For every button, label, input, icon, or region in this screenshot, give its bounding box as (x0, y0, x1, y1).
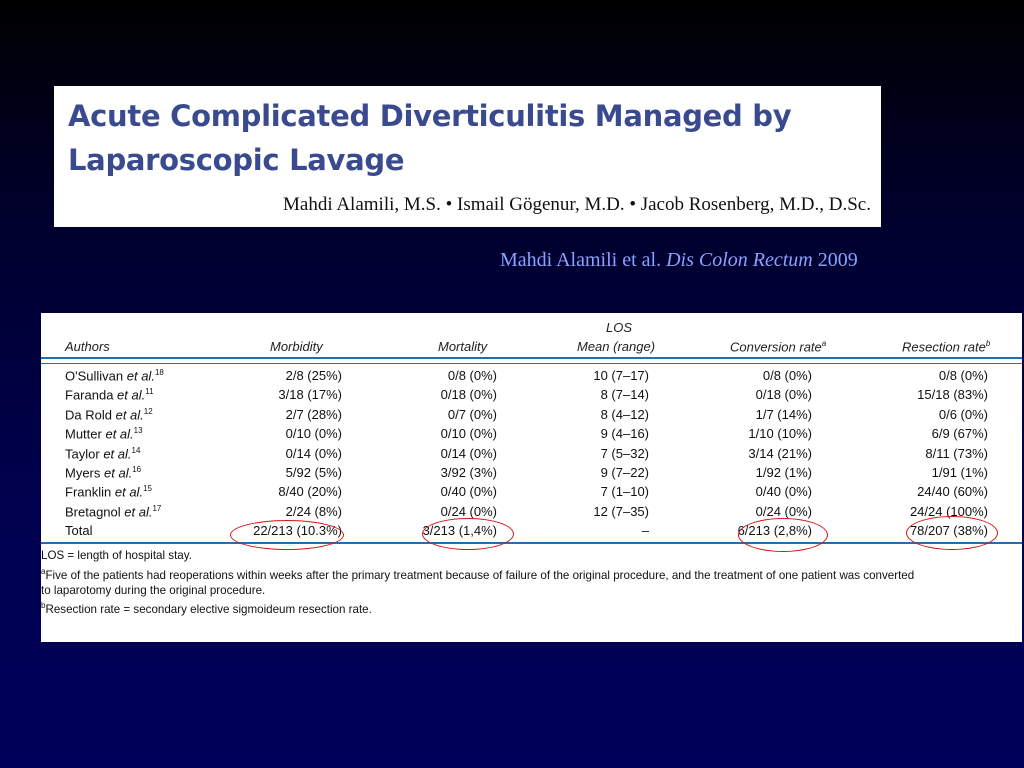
cell-conversion: 1/7 (14%) (755, 406, 812, 422)
cell-morbidity: 0/10 (0%) (285, 426, 342, 442)
cell-mortality: 0/18 (0%) (440, 387, 497, 403)
cell-resection: 78/207 (38%) (909, 523, 988, 539)
results-table (41, 313, 1022, 642)
row-author (65, 523, 92, 538)
table-bottom-rule (41, 542, 1022, 544)
row-author (65, 407, 153, 422)
cell-mortality: 0/7 (0%) (447, 406, 497, 422)
author-reference: 11 (145, 387, 154, 397)
cell-los: – (641, 523, 649, 539)
citation-authors: Mahdi Alamili et al. (500, 249, 662, 271)
cell-mortality: 3/92 (3%) (440, 465, 497, 480)
header-los-range: Mean (range) (577, 339, 656, 354)
cell-resection: 24/24 (100%) (909, 503, 988, 519)
footnote-b-text: Resection rate = secondary elective sigmoideum resection rate. (45, 602, 372, 616)
author-etal: et al. (115, 407, 144, 423)
cell-conversion: 0/18 (0%) (755, 387, 812, 403)
cell-morbidity: 5/92 (5%) (285, 465, 342, 480)
footnote-los: LOS = length of hospital stay. (41, 549, 192, 562)
cell-morbidity: 2/24 (8%) (285, 503, 342, 519)
paper-title-card (54, 86, 881, 227)
cell-los: 9 (4–16) (600, 426, 649, 442)
citation-journal: Dis Colon Rectum (666, 249, 813, 271)
footnote-b (41, 601, 372, 616)
cell-los: 7 (5–32) (600, 445, 649, 461)
footnote-a-mark: a (41, 567, 46, 576)
author-reference: 13 (133, 426, 143, 436)
cell-morbidity: 0/14 (0%) (285, 445, 342, 461)
paper-title: Acute Complicated Diverticulitis Managed by Laparoscopic Lavage (68, 99, 792, 177)
header-conversion-rate (730, 339, 826, 354)
author-name: Total (65, 523, 93, 539)
author-etal: et al. (126, 368, 155, 384)
cell-los: 8 (7–14) (600, 387, 649, 403)
citation (500, 249, 858, 272)
cell-mortality: 0/14 (0%) (440, 445, 497, 461)
header-mortality: Mortality (438, 339, 488, 354)
highlight-ellipse-mortality (422, 518, 514, 550)
author-reference: 15 (143, 484, 152, 494)
cell-morbidity: 8/40 (20%) (278, 484, 342, 500)
row-author (65, 446, 140, 461)
header-conversion-label: Conversion rate (730, 339, 822, 355)
footnote-a-continued: to laparotomy during the original procedure. (41, 584, 266, 597)
cell-mortality: 0/10 (0%) (440, 426, 497, 442)
author-reference: 16 (132, 465, 142, 474)
row-author (65, 368, 164, 383)
header-conversion-note: a (821, 339, 827, 348)
cell-los: 10 (7–17) (593, 368, 649, 383)
header-los: LOS (606, 320, 633, 335)
author-etal: et al. (117, 387, 146, 403)
author-reference: 18 (154, 368, 164, 377)
cell-resection: 1/91 (1%) (931, 465, 988, 480)
cell-los: 8 (4–12) (600, 406, 649, 422)
cell-mortality: 0/24 (0%) (440, 503, 497, 519)
author-name: Taylor (65, 445, 100, 461)
cell-morbidity: 22/213 (10.3%) (253, 523, 342, 539)
author-name: Bretagnol (65, 504, 121, 520)
cell-conversion: 0/24 (0%) (755, 503, 812, 519)
cell-conversion: 6/213 (2,8%) (737, 523, 812, 539)
cell-resection: 8/11 (73%) (925, 445, 988, 461)
footnote-a (41, 567, 914, 582)
author-name: Da Rold (65, 407, 112, 423)
cell-resection: 0/8 (0%) (938, 368, 988, 383)
author-etal: et al. (103, 445, 132, 461)
cell-conversion: 0/8 (0%) (762, 368, 812, 383)
cell-conversion: 0/40 (0%) (755, 484, 812, 500)
cell-resection: 0/6 (0%) (938, 406, 988, 422)
header-authors: Authors (65, 339, 110, 354)
row-author (65, 426, 143, 441)
cell-conversion: 3/14 (21%) (748, 445, 812, 461)
row-author (65, 504, 161, 519)
author-reference: 17 (152, 503, 162, 513)
header-resection-note: b (985, 339, 991, 348)
author-name: Faranda (65, 387, 114, 403)
cell-resection: 15/18 (83%) (917, 387, 988, 403)
cell-los: 7 (1–10) (600, 484, 649, 500)
author-name: Franklin (65, 484, 112, 500)
highlight-ellipse-resection (906, 516, 998, 550)
cell-mortality: 3/213 (1,4%) (422, 523, 497, 539)
header-resection-label: Resection rate (902, 339, 986, 355)
author-name: O'Sullivan (65, 368, 124, 384)
author-reference: 14 (131, 445, 141, 455)
citation-year: 2009 (817, 249, 858, 271)
row-author (65, 387, 154, 402)
header-morbidity: Morbidity (270, 339, 323, 354)
author-etal: et al. (124, 504, 153, 520)
cell-mortality: 0/40 (0%) (440, 484, 497, 500)
highlight-ellipse-conversion (738, 518, 828, 552)
row-author (65, 465, 141, 480)
header-resection-rate (902, 339, 990, 354)
cell-morbidity: 3/18 (17%) (278, 387, 342, 403)
table-top-rule (41, 357, 1022, 359)
author-reference: 12 (143, 406, 153, 416)
cell-morbidity: 2/7 (28%) (285, 406, 342, 422)
author-etal: et al. (114, 484, 144, 500)
cell-los: 9 (7–22) (600, 465, 649, 480)
table-header-rule (41, 363, 1022, 364)
row-author (65, 484, 152, 499)
footnote-a-text: Five of the patients had reoperations within weeks after the primary treatment because of failure of the original procedure, and the treatment of one patient was converted (45, 568, 915, 582)
highlight-ellipse-morbidity (230, 520, 344, 550)
cell-conversion: 1/92 (1%) (755, 465, 812, 480)
author-name: Mutter (65, 426, 102, 442)
footnote-b-mark: b (41, 601, 46, 610)
cell-conversion: 1/10 (10%) (748, 426, 812, 442)
author-etal: et al. (105, 426, 134, 442)
author-etal: et al. (104, 465, 133, 481)
paper-authors: Mahdi Alamili, M.S. • Ismail Gögenur, M.D. • Jacob Rosenberg, M.D., D.Sc. (283, 194, 871, 215)
cell-resection: 24/40 (60%) (917, 484, 988, 500)
author-name: Myers (65, 465, 101, 481)
cell-mortality: 0/8 (0%) (447, 368, 497, 383)
cell-morbidity: 2/8 (25%) (285, 368, 342, 383)
cell-los: 12 (7–35) (593, 503, 649, 519)
cell-resection: 6/9 (67%) (931, 426, 988, 442)
